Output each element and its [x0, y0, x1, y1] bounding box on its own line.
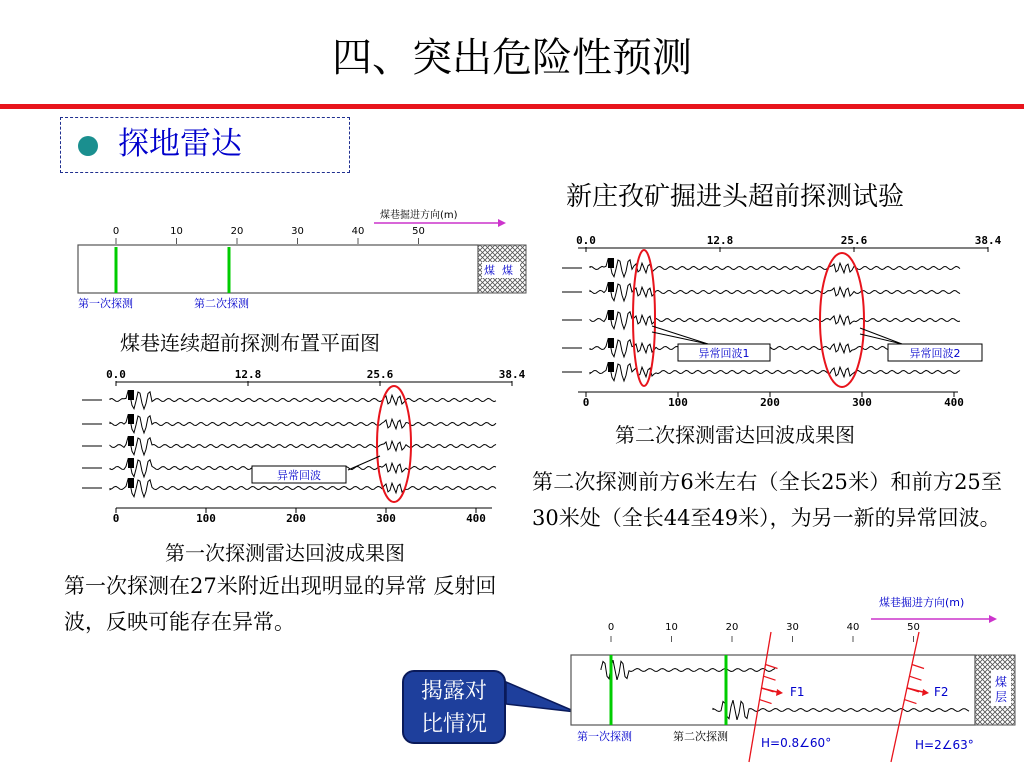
fault-f1-param: H=0.8∠60°	[761, 736, 832, 750]
r1-trace-peak	[128, 478, 134, 488]
compare-tick-label: 40	[846, 622, 860, 633]
radar2-caption: 第二次探测雷达回波成果图	[615, 423, 855, 447]
layout-diagram	[70, 200, 530, 320]
compare-coal-layer-2: 层	[995, 690, 1008, 704]
page-title: 四、突出危险性预测	[332, 35, 692, 81]
compare-second-probe-label: 第二次探测	[673, 730, 728, 743]
radar-chart-2	[548, 228, 1002, 414]
fault-f1-label: F1	[790, 685, 805, 699]
r2-trace	[590, 259, 960, 277]
radar1-anomaly-label: 异常回波	[277, 469, 321, 482]
radar2-anomaly-label-1: 异常回波1	[698, 347, 750, 360]
callout-line-1: 揭露对	[420, 679, 487, 704]
r2-top-tick-label: 25.6	[840, 234, 868, 247]
layout-roadway	[78, 245, 478, 293]
layout-tick-label: 30	[291, 226, 304, 237]
compare-coal-layer-1: 煤	[995, 675, 1008, 689]
r1-trace-peak	[128, 414, 134, 424]
r1-bottom-tick-label: 300	[376, 512, 396, 525]
r2-trace	[590, 283, 960, 301]
callout-box	[402, 670, 506, 744]
radar2-leader-1b	[652, 332, 708, 344]
r1-bottom-tick-label: 100	[196, 512, 216, 525]
fault-f2-label: F2	[934, 685, 949, 699]
compare-diagram	[565, 592, 1024, 768]
paragraph-left: 第一次探测在27米附近出现明显的异常 反射回波，反映可能存在异常。	[64, 574, 497, 634]
r2-trace-peak	[608, 362, 614, 372]
layout-first-probe-label: 第一次探测	[78, 297, 133, 310]
layout-tick-label: 50	[412, 226, 425, 237]
compare-first-probe-label: 第一次探测	[577, 730, 632, 743]
r2-trace	[590, 363, 960, 381]
r1-top-tick-label: 25.6	[366, 368, 394, 381]
r1-top-tick-label: 0.0	[106, 368, 126, 381]
r2-bottom-tick-label: 400	[944, 396, 964, 409]
layout-caption: 煤巷连续超前探测布置平面图	[120, 331, 380, 355]
r2-bottom-tick-label: 0	[582, 396, 590, 409]
compare-direction-label: 煤巷掘进方向(m)	[879, 596, 965, 609]
r1-trace-peak	[128, 458, 134, 468]
r1-trace-peak	[128, 390, 134, 400]
r2-trace-peak	[608, 282, 614, 292]
compare-tick-label: 10	[665, 622, 678, 633]
r1-trace	[110, 437, 496, 455]
r2-top-tick-label: 0.0	[576, 234, 596, 247]
r1-bottom-tick-label: 200	[286, 512, 306, 525]
paragraph-right: 第二次探测前方6米左右（全长25米）和前方25至30米处（全长44至49米），为另一新的异常回波。	[532, 470, 1002, 530]
radar2-leader-1	[652, 326, 708, 344]
r2-trace-peak	[608, 310, 614, 320]
title-divider	[0, 104, 1024, 109]
r2-top-tick-label: 38.4	[974, 234, 1002, 247]
r1-trace	[110, 391, 496, 409]
layout-tick-label: 40	[351, 226, 365, 237]
r2-bottom-tick-label: 100	[668, 396, 688, 409]
r2-trace-peak	[608, 258, 614, 268]
compare-tick-label: 50	[907, 622, 920, 633]
r1-top-tick-label: 12.8	[234, 368, 262, 381]
compare-tick-label: 20	[725, 622, 739, 633]
compare-tick-label: 30	[786, 622, 799, 633]
layout-direction-label: 煤巷掘进方向(m)	[380, 210, 458, 221]
layout-tick-label: 0	[112, 226, 120, 237]
r1-bottom-tick-label: 0	[112, 512, 120, 525]
layout-tick-label: 20	[230, 226, 244, 237]
r1-trace-peak	[128, 436, 134, 446]
layout-tick-label: 10	[170, 226, 183, 237]
bullet-icon	[78, 136, 98, 156]
r2-bottom-tick-label: 300	[852, 396, 872, 409]
compare-arrow-head	[989, 615, 997, 623]
callout-line-2: 比情况	[420, 712, 487, 737]
section-label: 探地雷达	[118, 126, 242, 162]
r2-trace	[590, 311, 960, 329]
layout-arrow-head	[498, 219, 506, 227]
r1-top-tick-label: 38.4	[498, 368, 526, 381]
right-heading: 新庄孜矿掘进头超前探测试验	[566, 182, 905, 212]
r2-top-tick-label: 12.8	[706, 234, 734, 247]
radar2-anomaly-label-2: 异常回波2	[909, 347, 961, 360]
r1-trace	[110, 415, 496, 433]
radar1-leader-line	[348, 456, 380, 470]
r2-bottom-tick-label: 200	[760, 396, 780, 409]
layout-coal-label-2: 煤	[502, 264, 513, 277]
r1-bottom-tick-label: 400	[466, 512, 486, 525]
compare-tick-label: 0	[607, 622, 615, 633]
fault-f2-param: H=2∠63°	[915, 738, 974, 752]
r2-trace-peak	[608, 338, 614, 348]
layout-second-probe-label: 第二次探测	[194, 297, 249, 310]
layout-coal-label: 煤	[484, 264, 495, 277]
radar1-caption: 第一次探测雷达回波成果图	[165, 541, 405, 565]
radar-chart-1	[80, 362, 526, 532]
